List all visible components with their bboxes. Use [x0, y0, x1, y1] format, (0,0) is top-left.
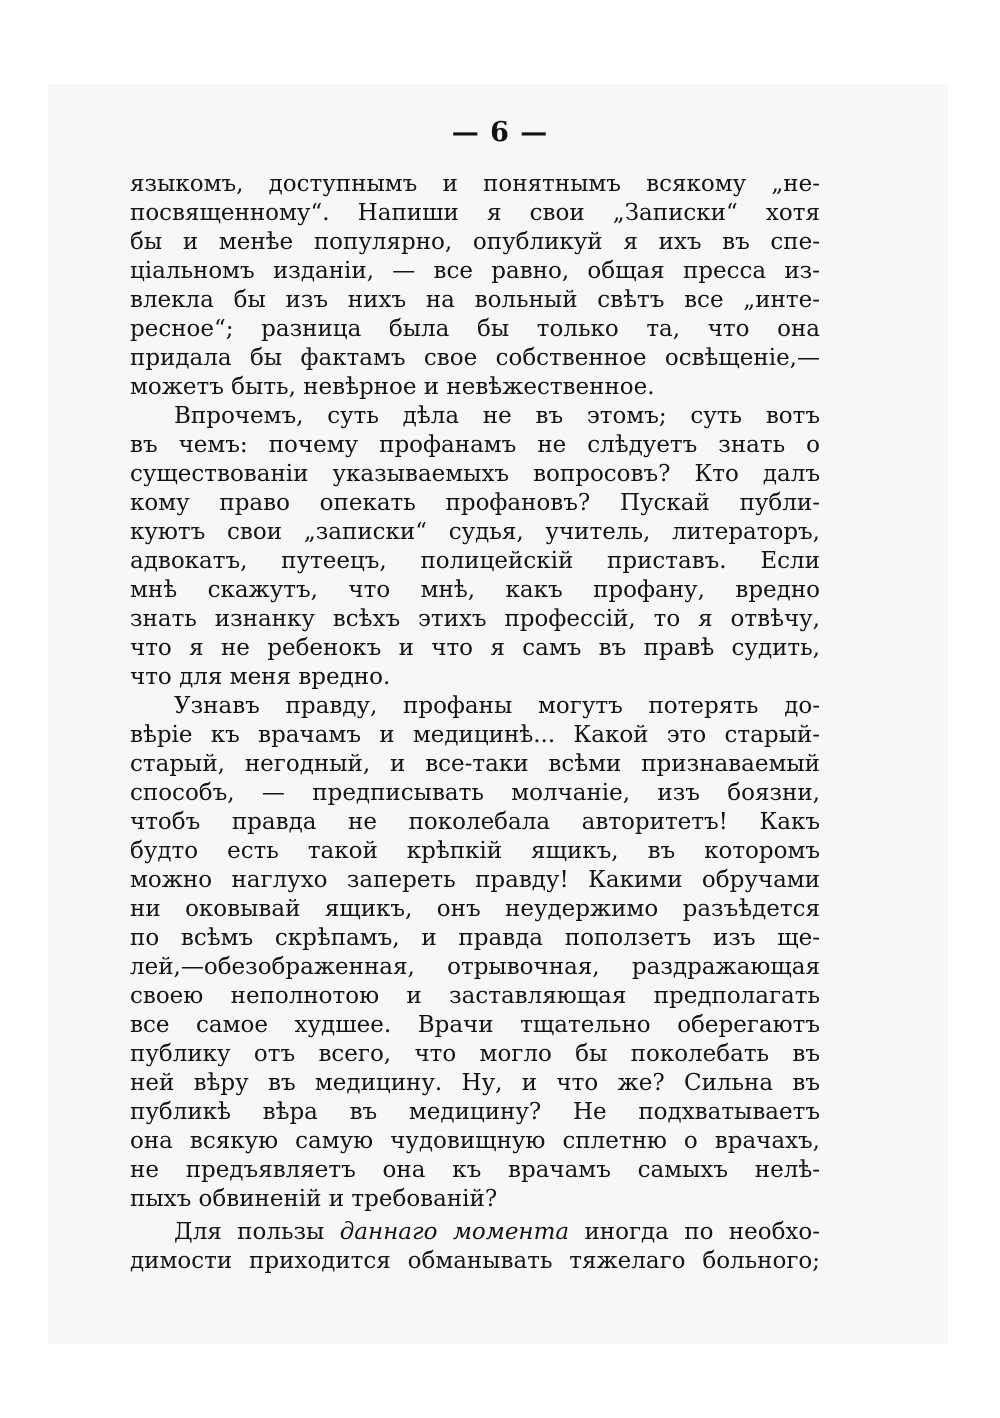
text-line: вѣріе къ врачамъ и медицинѣ... Какой это старый- [130, 722, 820, 748]
text-line: публику отъ всего, что могло бы поколебать въ [130, 1041, 820, 1067]
text-line [130, 1218, 820, 1247]
text-line: она всякую самую чудовищную сплетню о врачахъ, [130, 1128, 820, 1154]
text-line: старый, негодный, и все-таки всѣми признаваемый [130, 751, 820, 777]
text-line: лей,—обезображенная, отрывочная, раздражающая [130, 954, 820, 980]
text-line: пыхъ обвиненій и требованій? [130, 1186, 498, 1212]
text-run: иногда по необхо- [569, 1219, 820, 1245]
paragraph [130, 692, 820, 1214]
text-line: можетъ быть, невѣрное и невѣжественное. [130, 374, 655, 400]
text-line: публикѣ вѣра въ медицину? Не подхватываетъ [130, 1099, 820, 1125]
text-line: кому право опекать профановъ? Пускай публи- [130, 490, 820, 516]
text-line: бы и менѣе популярно, опубликуй я ихъ въ спе- [130, 229, 820, 255]
text-line: способъ, — предписывать молчаніе, изъ боязни, [130, 780, 820, 806]
page-number: — 6 — [451, 117, 549, 148]
text-line: не предъявляетъ она къ врачамъ самыхъ нелѣ- [130, 1157, 820, 1183]
text-line: будто есть такой крѣпкій ящикъ, въ которомъ [130, 838, 820, 864]
text-line: чтобъ правда не поколебала авторитетъ! Какъ [130, 809, 820, 835]
text-line: Узнавъ правду, профаны могутъ потерять до- [174, 693, 820, 719]
paragraph [130, 170, 820, 402]
text-line: Впрочемъ, суть дѣла не въ этомъ; суть вотъ [174, 403, 820, 429]
text-line: куютъ свои „записки“ судья, учитель, литераторъ, [130, 519, 820, 545]
text-line: знать изнанку всѣхъ этихъ профессій, то я отвѣчу, [130, 606, 820, 632]
text-line: влекла бы изъ нихъ на вольный свѣтъ все „инте- [130, 287, 820, 313]
emphasized-text: даннаго момента [339, 1219, 570, 1245]
text-line: все самое худшее. Врачи тщательно оберегаютъ [130, 1012, 820, 1038]
text-line: придала бы фактамъ свое собственное освѣщеніе,— [130, 345, 820, 371]
text-line: ресное“; разница была бы только та, что она [130, 316, 820, 342]
text-line: можно наглухо запереть правду! Какими обручами [130, 867, 820, 893]
text-line: существованіи указываемыхъ вопросовъ? Кто далъ [130, 461, 820, 487]
text-line: ни оковывай ящикъ, онъ неудержимо разъѣдется [130, 896, 820, 922]
text-line: адвокатъ, путеецъ, полицейскій приставъ. Если [130, 548, 820, 574]
text-line: что для меня вредно. [130, 664, 391, 690]
text-line: ціальномъ изданіи, — все равно, общая пресса из- [130, 258, 820, 284]
body-text [130, 170, 820, 1276]
paragraph [130, 402, 820, 692]
text-run: Для пользы [174, 1219, 340, 1245]
text-line: что я не ребенокъ и что я самъ въ правѣ судить, [130, 635, 820, 661]
text-line: посвященному“. Напиши я свои „Записки“ хотя [130, 200, 820, 226]
text-line: въ чемъ: почему профанамъ не слѣдуетъ знать о [130, 432, 820, 458]
text-line: димости приходится обманывать тяжелаго больного; [130, 1248, 820, 1274]
text-line: ней вѣру въ медицину. Ну, и что же? Сильна въ [130, 1070, 820, 1096]
text-line: языкомъ, доступнымъ и понятнымъ всякому „не- [130, 171, 820, 197]
text-line: мнѣ скажутъ, что мнѣ, какъ профану, вредно [130, 577, 820, 603]
text-line: по всѣмъ скрѣпамъ, и правда поползетъ изъ ще- [130, 925, 820, 951]
paragraph [130, 1218, 820, 1276]
text-line: своею неполнотою и заставляющая предполагать [130, 983, 820, 1009]
